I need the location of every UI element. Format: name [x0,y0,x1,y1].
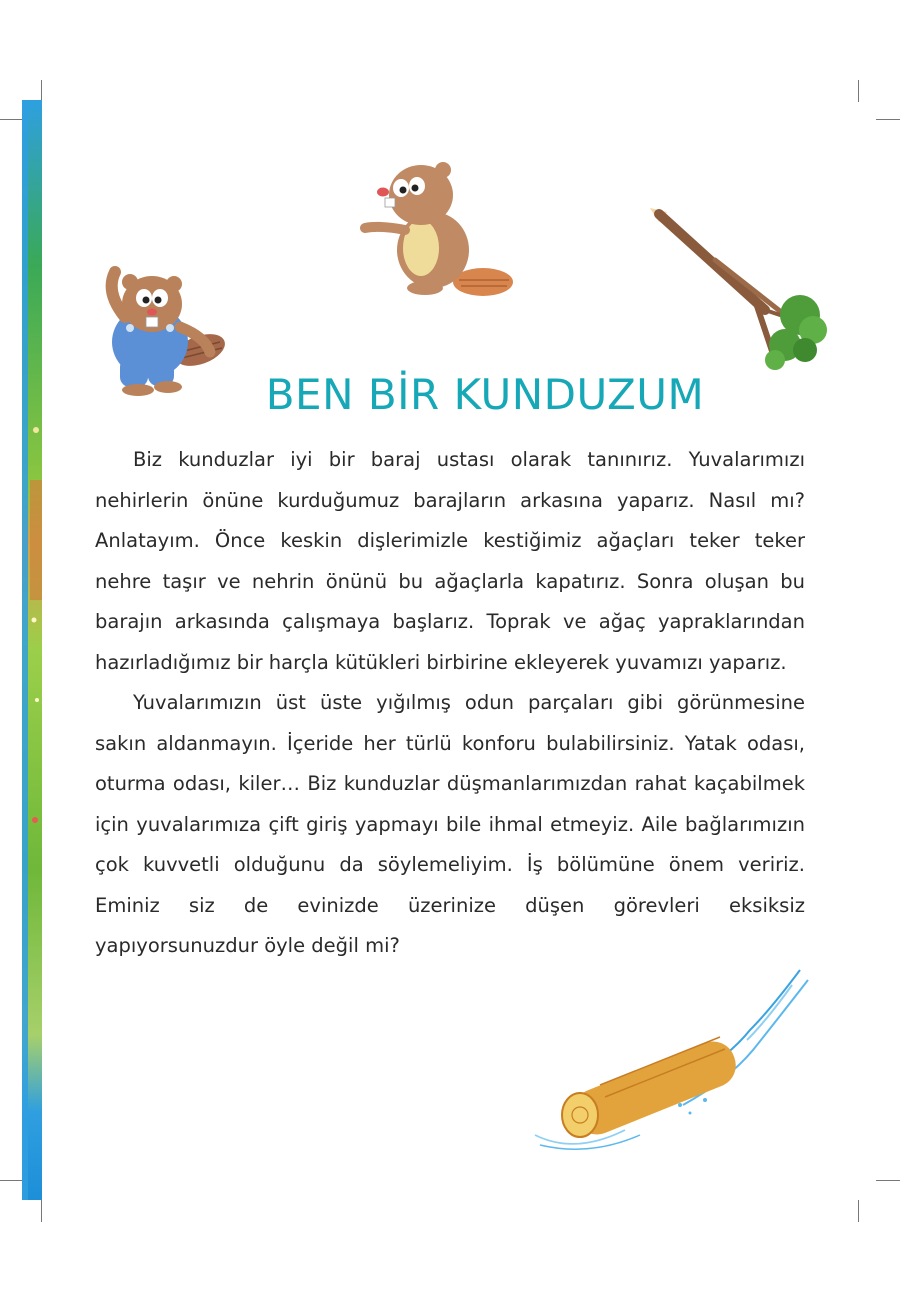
beaver-sitting-illustration [355,150,520,300]
crop-mark [858,1200,859,1222]
paragraph: Yuvalarımızın üst üste yığılmış odun parçaları gibi görünmesine sakın aldanmayın. İçeride her türlü konforu bulabilirsiniz. Yatak odası, oturma odası, kiler… Biz kunduzlar düşmanlarımızdan rahat kaçabilmek için yuvalarımıza çift giriş yapmayı bile ihmal etmeyiz. Aile bağlarımızın çok kuvvetli olduğunu da söylemeliyim. İş bölümüne önem veririz. Eminiz siz de evinizde üzerinize düşen görevleri eksiksiz yapıyorsunuzdur öyle değil mi? [95,691,805,957]
page-title: BEN BİR KUNDUZUM [265,370,705,420]
crop-mark [876,1180,900,1181]
crop-mark [0,119,24,120]
crop-mark [0,1180,24,1181]
crop-mark [876,119,900,120]
left-illustration-strip [22,100,42,1200]
crop-mark [41,80,42,102]
story-text [95,440,805,967]
crop-mark [41,1200,42,1222]
branch-with-leaves-illustration [645,200,835,380]
paragraph: Biz kunduzlar iyi bir baraj ustası olarak tanınırız. Yuvalarımızı nehirlerin önüne kurduğumuz barajların arkasına yaparız. Nasıl mı? Anlatayım. Önce keskin dişlerimizle kestiğimiz ağaçları teker teker nehre taşır ve nehrin önünü bu ağaçlarla kapatırız. Sonra oluşan bu barajın arkasında çalışmaya başlarız. Toprak ve ağaç yapraklarından hazırladığımız bir harçla kütükleri birbirine ekleyerek yuvamızı yaparız. [95,448,805,674]
floating-log-illustration [530,965,815,1165]
crop-mark [858,80,859,102]
